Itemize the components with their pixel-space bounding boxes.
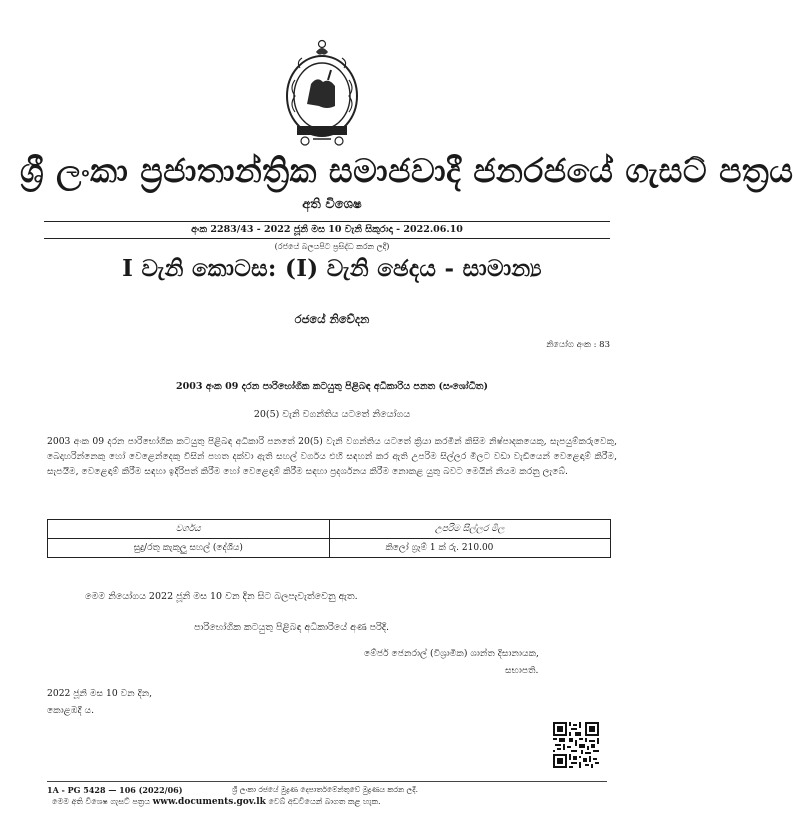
column-header-max-price: උපරිම සිල්ලර මිල: [329, 520, 611, 539]
table-row: [48, 539, 611, 558]
issue-rule-top: [44, 221, 610, 222]
rice-type-cell: සුදු/රතු කැකුලු සහල් (දේශීය): [48, 539, 330, 558]
max-price-cell: කිලෝ ග්‍රෑම් 1 ක් රු. 210.00: [329, 539, 611, 558]
issue-place: කොළඹදී ය.: [47, 705, 95, 716]
column-header-type: වර්ගය: [48, 520, 330, 539]
qr-code: [553, 722, 599, 768]
regulation-body: 2003 අංක 09 දරන පාරිභෝගික කටයුතු පිළිබඳ අධිකාරි පනතේ 20(5) වැනි වගන්තිය යටතේ ක්‍රියා කරමින් කිසිම නිෂ්පාදකයෙකු, සැපයුම්කරුවෙකු, බෙදාහරින්නෙකු හෝ වෙළෙන්දෙකු විසින් පහත දක්වා ඇති සහල් වර්ගය එහි සඳහන් කර ඇති උපරිම සිල්ලර මිලට වඩා වැඩියෙන් වෙළෙඳාම් කිරීම, සැපයීම, වෙළෙඳාම් කිරීම සඳහා ඉදිරිපත් කිරීම හෝ වෙළෙඳාම් කිරීම සඳහා ප්‍රදර්ශනය කිරීම නොකළ යුතු බවට මෙයින් නියම කරනු ලැබේ.: [47, 436, 617, 477]
section-heading: 20(5) වැනි වගන්තිය යටතේ නියෝගය: [253, 409, 411, 420]
published-by: (රජයේ බලයපිට ප්‍රසිද්ධ කරන ලදී): [274, 242, 390, 251]
price-table: [47, 519, 611, 558]
gazette-title: ශ්‍රී ලංකා ප්‍රජාතාන්ත්‍රික සමාජවාදී ජනරජයේ ගැසට් පත්‍රය: [20, 151, 793, 190]
website-link[interactable]: www.documents.gov.lk: [152, 797, 266, 807]
regulation-number: නියෝග අංක : 83: [546, 340, 610, 350]
printed-by: ශ්‍රී ලංකා රජයේ මුද්‍රණ දෙපාර්තමේන්තුවේ මුද්‍රණය කරන ලදී.: [232, 785, 418, 794]
availability-note: [52, 797, 381, 807]
issue-date: 2022 ජූනි මස 10 වන දින,: [47, 688, 153, 699]
issue-rule-bottom: [44, 238, 610, 239]
effective-date: මෙම නියෝගය 2022 ජූනි මස 10 වන දින සිට බලපැවැත්වෙනු ඇත.: [85, 591, 358, 602]
availability-post: වෙබ් අඩවියෙන් බාගත කළ හැක.: [268, 797, 381, 806]
act-title: 2003 අංක 09 දරන පාරිභෝගික කටයුතු පිළිබඳ අධිකාරිය පනත (සංශෝධිත): [176, 381, 488, 392]
price-table-header-row: [48, 520, 611, 539]
availability-pre: මෙම අති විශෙෂ ගැසට් පත්‍රය: [52, 797, 151, 806]
signatory-title: සභාපති.: [505, 665, 539, 676]
signatory-name: මේජර් ජෙනරාල් (විශ්‍රාමික) ශාන්ත දිසානායක,: [364, 648, 539, 659]
by-command: පාරිභෝගික කටයුතු පිළිබඳ අධිකාරියේ අණ පරිදි.: [194, 622, 390, 633]
gazette-subtitle: අති විශෙෂ: [302, 197, 362, 212]
notice-heading: රජයේ නිවේදන: [294, 312, 370, 326]
part-title: I වැනි කොටස: (I) වැනි ඡෙදය - සාමාන්‍ය: [122, 255, 542, 282]
issue-line: අංක 2283/43 - 2022 ජූනි මස 10 වැනි සිකුරාදා - 2022.06.10: [191, 224, 463, 235]
sri-lanka-emblem: [283, 38, 361, 148]
footer-rule: [47, 781, 607, 782]
page-code: 1A - PG 5428 — 106 (2022/06): [47, 785, 183, 795]
